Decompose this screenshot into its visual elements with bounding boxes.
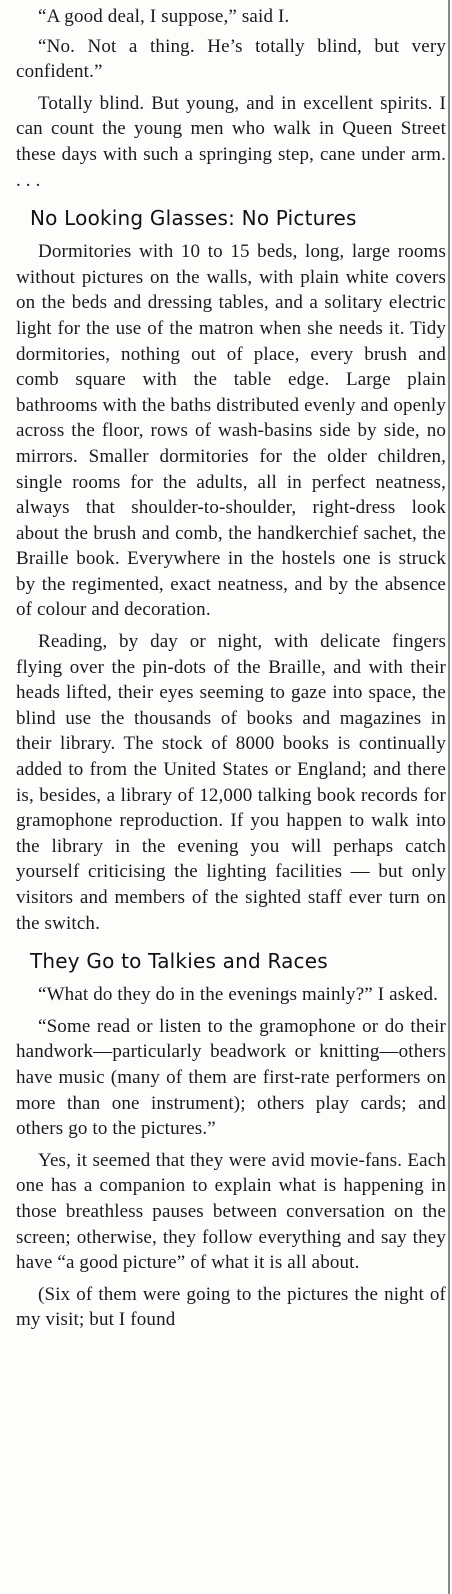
- paragraph-reading-braille: Reading, by day or night, with delicate fingers flying over the pin-dots of the Braille, and with their heads lifted, their eyes seeming to gaze into space, the blind use the thousands of books and magazines in their library. The stock of 8000 books is continually added to from the United States or England; and there is, besides, a library of 12,000 talking book records for gramophone reproduction. If you happen to walk into the library in the evening you will perhaps catch yourself criticising the lighting facilities — but only visitors and members of the sighted staff ever turn on the switch.: [16, 631, 446, 934]
- paragraph-evenings-question: “What do they do in the evenings mainly?” I asked.: [38, 984, 439, 1006]
- paragraph-dormitories: Dormitories with 10 to 15 beds, long, large rooms without pictures on the walls, with plain white covers on the beds and dressing tables, and a solitary electric light for the use of the matron when she needs it. Tidy dormitories, nothing out of place, every brush and comb square with the table edge. Large plain bathrooms with the baths distributed evenly and openly across the floor, rows of wash-basins side by side, no mirrors. Smaller dormitories for the older children, single rooms for the adults, all in perfect neatness, always that shoulder-to-shoulder, right-dress look about the brush and comb, the handkerchief sachet, the Braille book. Everywhere in the hostels one is struck by the regimented, exact neatness, and by the absence of colour and decoration.: [16, 241, 446, 621]
- paragraph-evenings-answer: “Some read or listen to the gramophone or do their handwork—particularly beadwork or knitting—others have music (many of them are first-rate performers on more than one instrument); others play cards; and others go to the pictures.”: [16, 1015, 446, 1140]
- paragraph-young-men: Totally blind. But young, and in excellent spirits. I can count the young men who walk in Queen Street these days with such a springing step, cane under arm. . . .: [16, 92, 446, 191]
- section-heading-talkies-and-races: They Go to Talkies and Races: [30, 949, 328, 974]
- paragraph-six-of-them: (Six of them were going to the pictures the night of my visit; but I found: [16, 1283, 446, 1331]
- paragraph-movie-fans: Yes, it seemed that they were avid movie-fans. Each one has a companion to explain what is happening in those breathless pauses between conversation on the screen; otherwise, they follow everything and say they have “a good picture” of what it is all about.: [16, 1149, 446, 1274]
- article-column: [16, 4, 446, 1339]
- column-rule: [448, 0, 450, 1594]
- section-heading-no-looking-glasses: No Looking Glasses: No Pictures: [30, 206, 357, 231]
- paragraph-quote-good-deal: “A good deal, I suppose,” said I.: [38, 6, 290, 27]
- paragraph-quote-totally-blind: “No. Not a thing. He’s totally blind, but very confident.”: [16, 35, 446, 83]
